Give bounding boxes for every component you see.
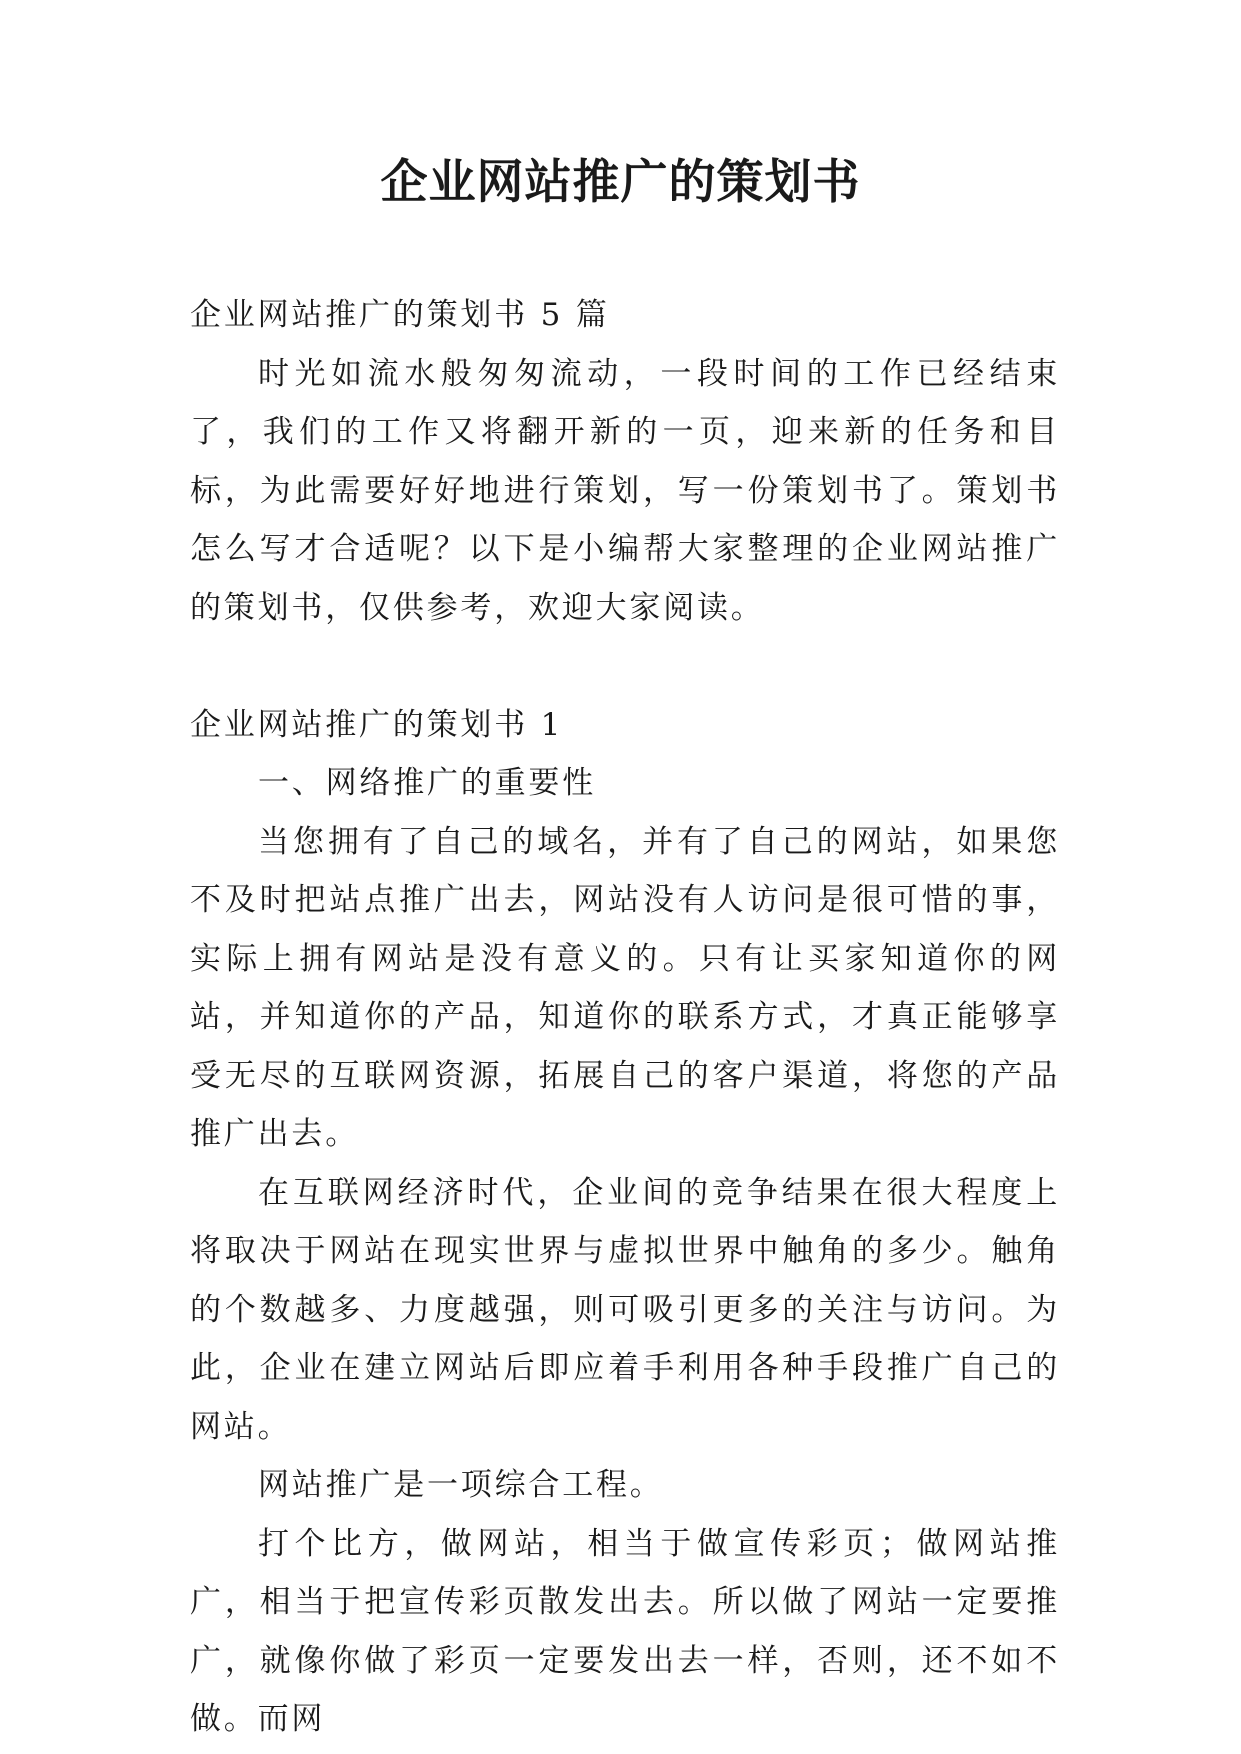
body-paragraph: 在互联网经济时代，企业间的竞争结果在很大程度上将取决于网站在现实世界与虚拟世界中触角的多少。触角的个数越多、力度越强，则可吸引更多的关注与访问。为此，企业在建立网站后即应着手利用各种手段推广自己的网站。 — [190, 1174, 1060, 1445]
section-spacer — [190, 637, 1060, 696]
body-paragraph: 网站推广是一项综合工程。 — [258, 1467, 664, 1503]
body-paragraph: 打个比方，做网站，相当于做宣传彩页；做网站推广，相当于把宣传彩页散发出去。所以做了网站一定要推广，就像你做了彩页一定要发出去一样，否则，还不如不做。而网 — [190, 1525, 1060, 1737]
intro-paragraph: 时光如流水般匆匆流动，一段时间的工作已经结束了，我们的工作又将翻开新的一页，迎来新的任务和目标，为此需要好好地进行策划，写一份策划书了。策划书怎么写才合适呢？以下是小编帮大家整理的企业网站推广的策划书，仅供参考，欢迎大家阅读。 — [190, 355, 1060, 626]
subsection-heading: 一、网络推广的重要性 — [258, 765, 596, 801]
intro-heading: 企业网站推广的策划书 5 篇 — [190, 297, 610, 333]
body-paragraph: 当您拥有了自己的域名，并有了自己的网站，如果您不及时把站点推广出去，网站没有人访问是很可惜的事，实际上拥有网站是没有意义的。只有让买家知道你的网站，并知道你的产品，知道你的联系方式，才真正能够享受无尽的互联网资源，拓展自己的客户渠道，将您的产品推广出去。 — [190, 823, 1060, 1152]
document-title: 企业网站推广的策划书 — [380, 155, 861, 210]
section-heading: 企业网站推广的策划书 1 — [190, 706, 564, 743]
document-body — [190, 286, 1060, 1749]
